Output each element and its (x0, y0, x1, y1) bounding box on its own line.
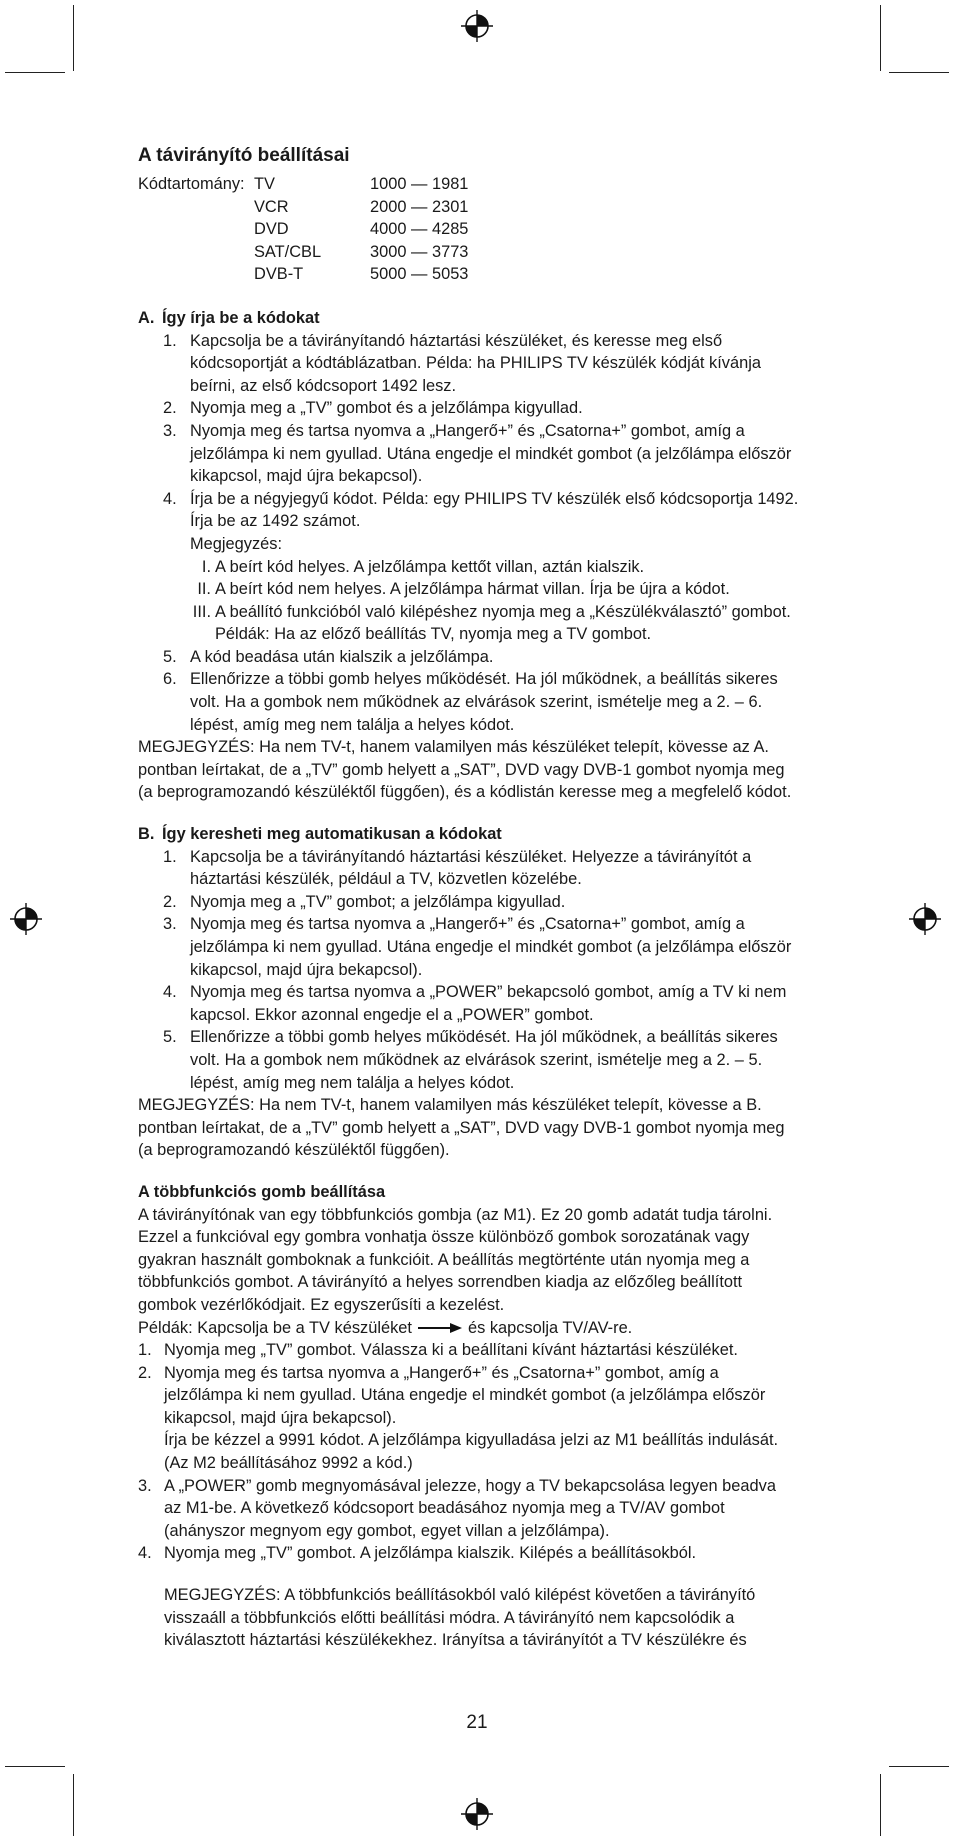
list-text: A „POWER” gomb megnyomásával jelezze, hogy a TV bekapcsolása legyen beadva (164, 1476, 776, 1495)
code-range-value: 5000 — 5053 (370, 265, 469, 284)
list-item (138, 1542, 818, 1565)
list-number: I. (201, 557, 211, 576)
list-number: 3. (163, 915, 177, 934)
list-number: 1. (163, 331, 177, 350)
list-text-continued: kapcsol. Ekkor azonnal engedje el a „POWER” gombot. (190, 1005, 594, 1024)
section-letter: A. (138, 308, 155, 327)
list-text: A beírt kód nem helyes. A jelzőlámpa hármat villan. Írja be újra a kódot. (215, 580, 730, 599)
list-item (138, 668, 818, 691)
crop-mark (73, 1774, 74, 1836)
code-range-device: DVB-T (254, 265, 304, 284)
crop-mark (889, 72, 949, 73)
crop-mark (5, 72, 65, 73)
text-line: többfunkciós gombot. A távirányító a helyes sorrendben kiadja az előzőleg beállított (138, 1273, 743, 1292)
list-text: A kód beadása után kialszik a jelzőlámpa. (190, 647, 494, 666)
page-content (138, 144, 818, 1652)
list-number: 4. (163, 983, 177, 1002)
list-number: 1. (138, 1341, 152, 1360)
list-text-continued: (Az M2 beállításához 9992 a kód.) (164, 1454, 413, 1473)
code-range-device: TV (254, 175, 275, 193)
list-text: A beírt kód helyes. A jelzőlámpa kettőt villan, aztán kialszik. (215, 557, 645, 576)
list-item (138, 578, 818, 601)
text-line: (a beprogramozandó készüléktől függően). (138, 1141, 450, 1160)
code-range-device: SAT/CBL (254, 242, 322, 261)
list-item (138, 913, 818, 936)
list-text-continued: beírni, az első kódcsoport 1492 lesz. (190, 376, 457, 395)
code-range-value: 2000 — 2301 (370, 197, 469, 216)
registration-mark-icon (460, 9, 494, 43)
list-text: Ellenőrizze a többi gomb helyes működését. Ha jól működnek, a beállítás sikeres (190, 1028, 778, 1047)
list-text-continued: jelzőlámpa ki nem gyullad. Utána engedje el mindkét gombot (a jelzőlámpa először (164, 1386, 766, 1405)
list-number: 3. (138, 1476, 152, 1495)
list-text: Nyomja meg és tartsa nyomva a „Hangerő+” és „Csatorna+” gombot, amíg a (164, 1363, 719, 1382)
multifunction-heading: A többfunkciós gomb beállítása (138, 1182, 386, 1201)
list-item (138, 646, 818, 669)
list-text: Kapcsolja be a távirányítandó háztartási készüléket. Helyezze a távirányítót a (190, 847, 752, 866)
multifunction-example (138, 1317, 818, 1340)
list-number: 2. (163, 892, 177, 911)
list-text: Nyomja meg és tartsa nyomva a „Hangerő+” és „Csatorna+” gombot, amíg a (190, 421, 745, 440)
list-item (138, 420, 818, 443)
list-item (138, 1362, 818, 1385)
registration-mark-icon (460, 1797, 494, 1831)
code-range-device: DVD (254, 220, 289, 239)
section-a-heading (138, 307, 818, 330)
crop-mark (880, 5, 881, 71)
list-item (138, 488, 818, 511)
text-line: visszaáll a többfunkciós előtti beállítási módra. A távirányító nem kapcsolódik a (164, 1608, 735, 1627)
code-range-label: Kódtartomány: (138, 175, 245, 193)
list-item (138, 556, 818, 579)
section-title: Így keresheti meg automatikusan a kódokat (162, 825, 502, 844)
code-range-value: 3000 — 3773 (370, 242, 469, 261)
text-line: pontban leírtakat, de a „TV” gomb helyett a „SAT”, DVD vagy DVB-1 gombot nyomja meg (138, 760, 785, 779)
list-text-continued: kikapcsol, majd újra bekapcsol). (164, 1408, 397, 1427)
list-text-continued: lépést, amíg meg nem találja a helyes kódot. (190, 715, 515, 734)
list-item (138, 1026, 818, 1049)
list-text-continued: kikapcsol, majd újra bekapcsol). (190, 467, 423, 486)
list-text: Nyomja meg a „TV” gombot és a jelzőlámpa kigyullad. (190, 399, 583, 418)
list-number: 2. (138, 1363, 152, 1382)
list-item (138, 601, 818, 624)
text-line: MEGJEGYZÉS: A többfunkciós beállításokból való kilépést követően a távirányító (164, 1586, 756, 1605)
list-number: 4. (163, 489, 177, 508)
multifunction-steps (138, 1339, 818, 1565)
list-number: 1. (163, 847, 177, 866)
list-item (138, 1475, 818, 1498)
list-text: Írja be a négyjegyű kódot. Példa: egy PHILIPS TV készülék első kódcsoportja 1492. (190, 489, 799, 508)
list-text: A beállító funkcióból való kilépéshez nyomja meg a „Készülékválasztó” gombot. (215, 602, 791, 621)
list-item (138, 330, 818, 353)
registration-mark-icon (908, 902, 942, 936)
section-a-steps (138, 330, 818, 556)
code-range-device: VCR (254, 197, 289, 216)
list-text-continued: jelzőlámpa ki nem gyullad. Utána engedje el mindkét gombot (a jelzőlámpa először (190, 444, 792, 463)
list-text-continued: Példák: Ha az előző beállítás TV, nyomja meg a TV gombot. (215, 625, 652, 644)
section-b-heading (138, 823, 818, 846)
list-text: Nyomja meg „TV” gombot. A jelzőlámpa kialszik. Kilépés a beállításokból. (164, 1544, 697, 1563)
page-title: A távirányító beállításai (138, 145, 350, 166)
list-item (138, 981, 818, 1004)
list-text: Nyomja meg és tartsa nyomva a „POWER” bekapcsoló gombot, amíg a TV ki nem (190, 983, 787, 1002)
list-text: Nyomja meg és tartsa nyomva a „Hangerő+” és „Csatorna+” gombot, amíg a (190, 915, 745, 934)
list-text: Nyomja meg a „TV” gombot; a jelzőlámpa kigyullad. (190, 892, 566, 911)
list-text-continued: volt. Ha a gombok nem működnek az elvárások szerint, ismételje meg a 2. – 5. (190, 1050, 763, 1069)
text-line: (a beprogramozandó készüléktől függően), és a kódlistán keresse meg a megfelelő kódot. (138, 783, 792, 802)
list-text-continued: (ahányszor megnyom egy gombot, egyet villan a jelzőlámpa). (164, 1521, 610, 1540)
multifunction-final-note (138, 1584, 818, 1652)
list-text-continued: az M1-be. A következő kódcsoport beadásához nyomja meg a TV/AV gombot (164, 1499, 725, 1518)
list-number: 5. (163, 1028, 177, 1047)
list-number: II. (197, 580, 211, 599)
list-text: Kapcsolja be a távirányítandó háztartási készüléket, és keresse meg első (190, 331, 723, 350)
text-line: gombok vezérlőkódjait. Ez egyszerűsíti a kezelést. (138, 1295, 505, 1314)
list-text-continued: kódcsoportját a kódtáblázatban. Példa: ha PHILIPS TV készülék kódját kívánja (190, 354, 761, 373)
code-range-value: 4000 — 4285 (370, 220, 469, 239)
list-item (138, 891, 818, 914)
list-text-continued: Megjegyzés: (190, 534, 283, 553)
list-text-continued: Írja be az 1492 számot. (190, 512, 361, 531)
list-text-continued: Írja be kézzel a 9991 kódot. A jelzőlámpa kigyulladása jelzi az M1 beállítás indulását. (164, 1431, 779, 1450)
text-line: MEGJEGYZÉS: Ha nem TV-t, hanem valamilyen más készüléket telepít, kövesse az A. (138, 738, 769, 757)
text-line: A távirányítónak van egy többfunkciós gombja (az M1). Ez 20 gomb adatát tudja tárolni. (138, 1205, 773, 1224)
crop-mark (880, 1774, 881, 1836)
section-b-steps (138, 846, 818, 1095)
text-line: gyakran használt gomboknak a funkcióit. A beállítás megtörténte után nyomja meg a (138, 1250, 750, 1269)
text-line: kiválasztott háztartási készülékekhez. Irányítsa a távirányítót a TV készülékre és (164, 1631, 747, 1650)
list-number: III. (192, 602, 211, 621)
list-text-continued: volt. Ha a gombok nem működnek az elvárások szerint, ismételje meg a 2. – 6. (190, 693, 763, 712)
list-item (138, 846, 818, 869)
list-text-continued: lépést, amíg meg nem találja a helyes kódot. (190, 1073, 515, 1092)
section-a-notes (138, 556, 818, 646)
list-number: 4. (138, 1544, 152, 1563)
example-text-end: és kapcsolja TV/AV-re. (467, 1318, 633, 1337)
text-line: Ezzel a funkcióval egy gombra vonhatja össze különböző gombok sorozatának vagy (138, 1228, 750, 1247)
crop-mark (889, 1766, 949, 1767)
section-a-steps-continued (138, 646, 818, 736)
list-text-continued: kikapcsol, majd újra bekapcsol). (190, 960, 423, 979)
section-b-note (138, 1094, 818, 1162)
section-letter: B. (138, 825, 155, 844)
arrow-right-icon (418, 1323, 462, 1333)
section-title: Így írja be a kódokat (162, 308, 320, 327)
page-number: 21 (466, 1712, 488, 1733)
text-line: MEGJEGYZÉS: Ha nem TV-t, hanem valamilyen más készüléket telepít, kövesse a B. (138, 1096, 762, 1115)
list-text: Ellenőrizze a többi gomb helyes működését. Ha jól működnek, a beállítás sikeres (190, 670, 778, 689)
list-number: 2. (163, 399, 177, 418)
list-number: 3. (163, 421, 177, 440)
crop-mark (5, 1766, 65, 1767)
example-text: Példák: Kapcsolja be a TV készüléket (138, 1318, 412, 1337)
code-range-table (138, 173, 818, 286)
list-item (138, 397, 818, 420)
list-item (138, 1339, 818, 1362)
code-range-value: 1000 — 1981 (370, 175, 469, 193)
list-text-continued: jelzőlámpa ki nem gyullad. Utána engedje el mindkét gombot (a jelzőlámpa először (190, 938, 792, 956)
list-number: 6. (163, 670, 177, 689)
list-text-continued: háztartási készülék, például a TV, közvetlen közelébe. (190, 870, 582, 889)
list-number: 5. (163, 647, 177, 666)
registration-mark-icon (9, 902, 43, 936)
list-text: Nyomja meg „TV” gombot. Válassza ki a beállítani kívánt háztartási készüléket. (164, 1341, 738, 1360)
text-line: pontban leírtakat, de a „TV” gomb helyett a „SAT”, DVD vagy DVB-1 gombot nyomja meg (138, 1118, 785, 1137)
crop-mark (73, 5, 74, 71)
multifunction-intro (138, 1204, 818, 1317)
section-a-note (138, 736, 818, 804)
